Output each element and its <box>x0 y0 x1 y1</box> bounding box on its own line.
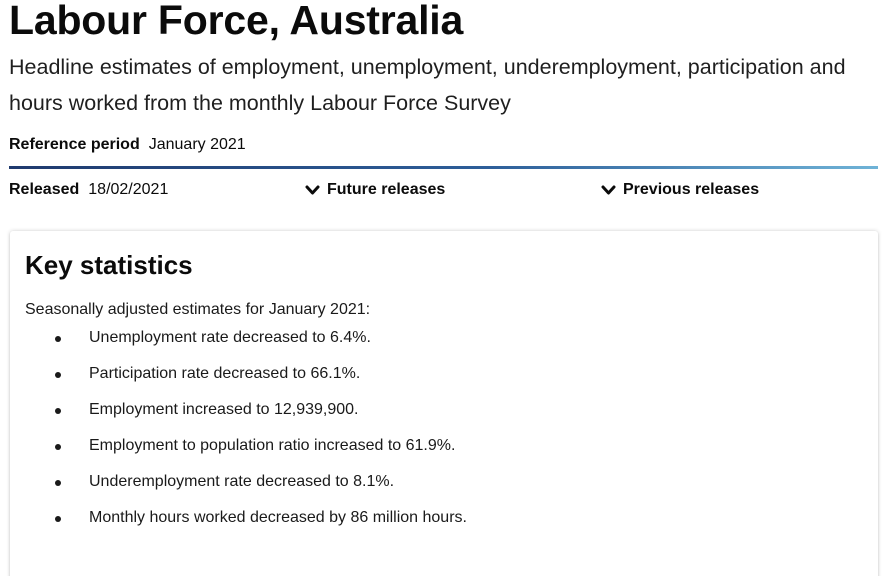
bullet <box>55 408 61 414</box>
bullet <box>55 372 61 378</box>
list-item-text: Unemployment rate decreased to 6.4%. <box>89 329 371 346</box>
list-item-text: Employment increased to 12,939,900. <box>89 401 359 418</box>
released-date: 18/02/2021 <box>88 181 169 198</box>
bullet <box>55 480 61 486</box>
future-releases-toggle[interactable] <box>305 180 445 200</box>
bullet <box>55 516 61 522</box>
previous-releases-label: Previous releases <box>623 181 760 198</box>
list-item-text: Monthly hours worked decreased by 86 million hours. <box>89 509 467 526</box>
future-releases-label: Future releases <box>327 181 446 198</box>
key-statistics-card <box>10 231 878 576</box>
list-item-text: Participation rate decreased to 66.1%. <box>89 365 361 382</box>
list-item-text: Underemployment rate decreased to 8.1%. <box>89 473 395 490</box>
page-title: Labour Force, Australia <box>9 0 464 43</box>
page-subtitle: Headline estimates of employment, unemployment, underemployment, participation and hours worked from the monthly Labour Force Survey <box>9 55 846 115</box>
chevron-down-icon <box>305 184 320 196</box>
reference-period-value: January 2021 <box>148 136 246 153</box>
released-label: Released <box>9 181 80 198</box>
reference-period <box>9 135 246 155</box>
header-divider <box>9 166 878 169</box>
key-statistics-intro: Seasonally adjusted estimates for January 2021: <box>25 301 371 318</box>
key-statistics-heading: Key statistics <box>25 250 193 280</box>
released-info <box>9 180 168 200</box>
bullet <box>55 444 61 450</box>
reference-period-label: Reference period <box>9 136 140 153</box>
chevron-down-icon <box>601 184 616 196</box>
bullet <box>55 336 61 342</box>
list-item-text: Employment to population ratio increased to 61.9%. <box>89 437 456 454</box>
previous-releases-toggle[interactable] <box>601 180 759 200</box>
